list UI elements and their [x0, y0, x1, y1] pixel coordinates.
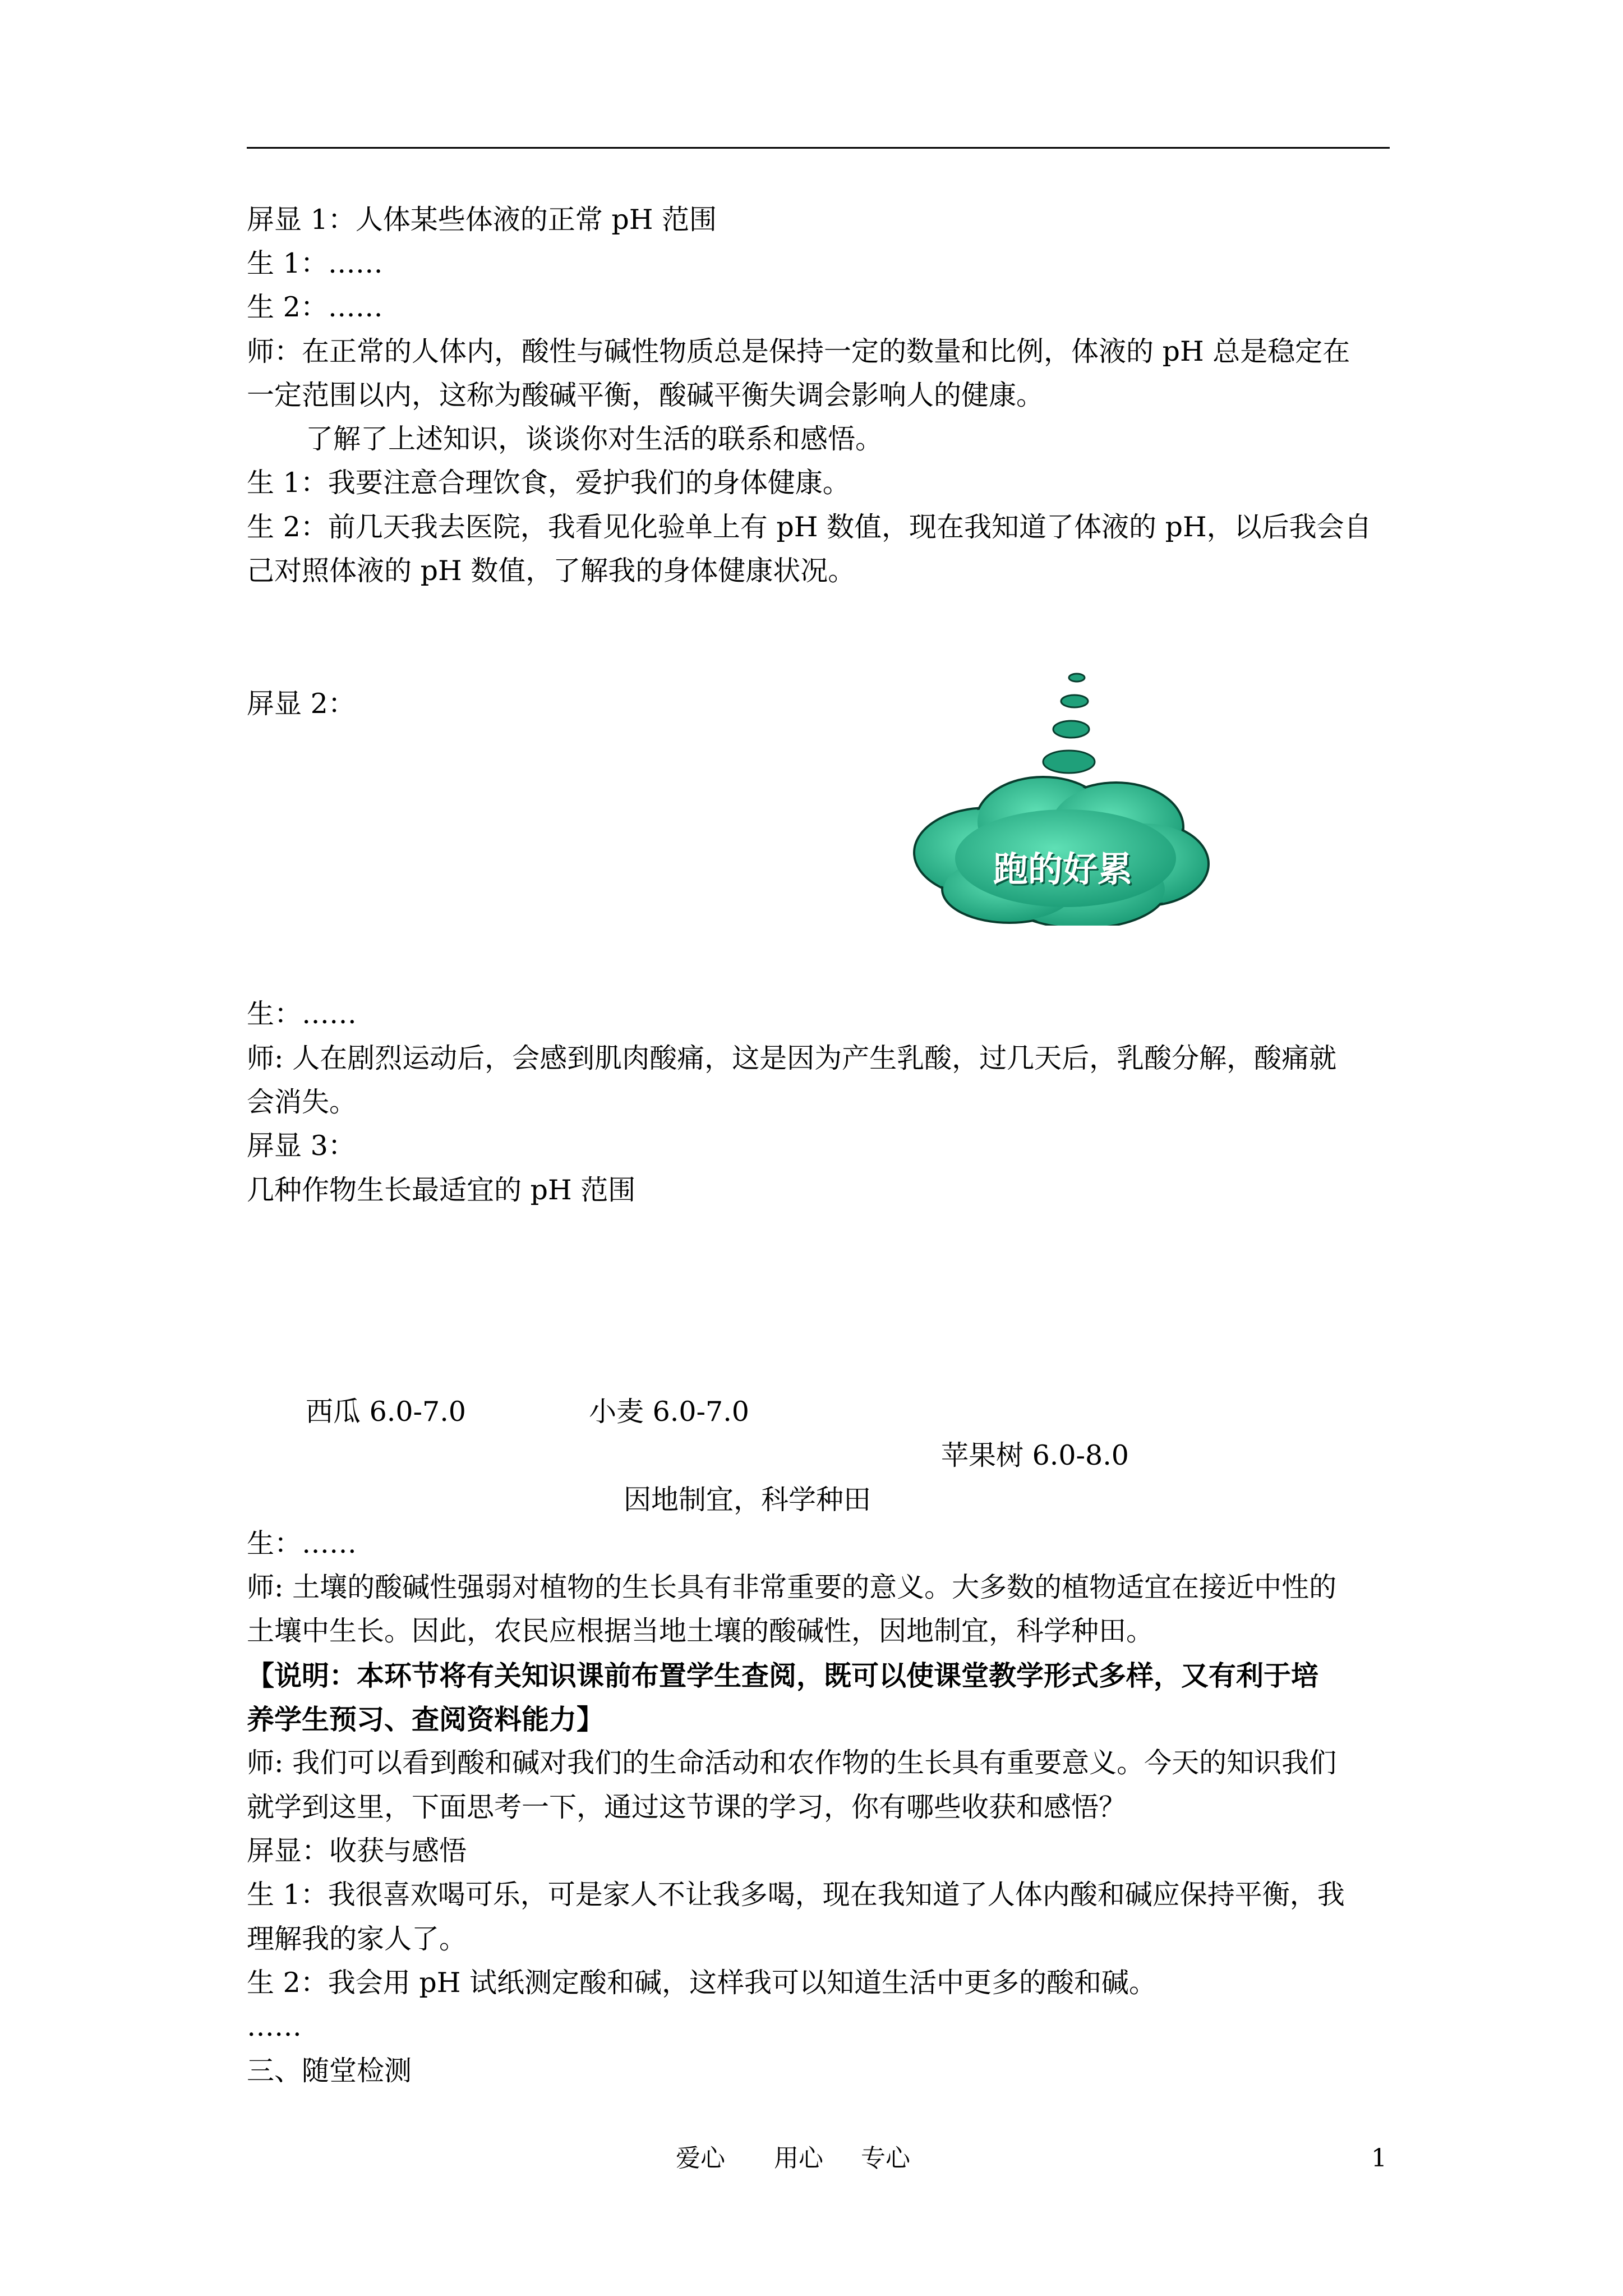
student-2-answer: 己对照体液的 pH 数值，了解我的身体健康状况。 — [247, 555, 856, 587]
prompt-line: 了解了上述知识，谈谈你对生活的联系和感悟。 — [306, 423, 883, 455]
screen-summary-heading: 屏显：收获与感悟 — [247, 1835, 467, 1867]
teacher-paragraph-line: 就学到这里，下面思考一下，通过这节课的学习，你有哪些收获和感悟？ — [247, 1791, 1127, 1823]
crop-watermelon-label: 西瓜 6.0-7.0 — [306, 1396, 466, 1428]
teacher-paragraph-line: 师: 土壤的酸碱性强弱对植物的生长具有非常重要的意义。大多数的植物适宜在接近中性的 — [247, 1571, 1337, 1603]
note-line: 养学生预习、查阅资料能力】 — [247, 1703, 605, 1736]
student-1-answer: 生 1：我很喜欢喝可乐，可是家人不让我多喝，现在我知道了人体内酸和碱应保持平衡，我 — [247, 1879, 1345, 1911]
section-heading: 三、随堂检测 — [247, 2055, 412, 2087]
slogan-line: 因地制宜，科学种田 — [624, 1484, 872, 1516]
note-line: 【说明：本环节将有关知识课前布置学生查阅，既可以使课堂教学形式多样，又有利于培 — [247, 1659, 1319, 1692]
page-number: 1 — [1371, 2144, 1387, 2173]
crop-apple-tree-label: 苹果树 6.0-8.0 — [941, 1439, 1129, 1471]
crop-wheat-label: 小麦 6.0-7.0 — [589, 1396, 749, 1428]
thought-cloud-graphic — [903, 668, 1223, 926]
student-line: 生：…… — [247, 1527, 357, 1559]
teacher-paragraph-line: 土壤中生长。因此，农民应根据当地土壤的酸碱性，因地制宜，科学种田。 — [247, 1615, 1154, 1647]
footer-motto-2: 用心 — [774, 2144, 823, 2173]
student-1-answer: 理解我的家人了。 — [247, 1923, 467, 1955]
thought-bubble-small — [1069, 674, 1085, 682]
student-line: 生：…… — [247, 998, 357, 1030]
header-rule — [247, 147, 1390, 149]
footer-motto-3: 专心 — [861, 2144, 910, 2173]
student-1-line: 生 1：…… — [247, 247, 383, 279]
teacher-paragraph-line: 师: 我们可以看到酸和碱对我们的生命活动和农作物的生长具有重要意义。今天的知识我们 — [247, 1747, 1337, 1779]
screen-2-heading: 屏显 2： — [247, 688, 356, 720]
footer-motto-1: 爱心 — [676, 2144, 725, 2173]
ellipsis-line: …… — [247, 2010, 302, 2042]
crop-ph-title: 几种作物生长最适宜的 pH 范围 — [247, 1174, 636, 1206]
student-2-answer: 生 2：我会用 pH 试纸测定酸和碱，这样我可以知道生活中更多的酸和碱。 — [247, 1967, 1157, 1999]
student-1-answer: 生 1：我要注意合理饮食，爱护我们的身体健康。 — [247, 467, 850, 499]
student-2-answer: 生 2：前几天我去医院，我看见化验单上有 pH 数值，现在我知道了体液的 pH，以后我会自 — [247, 511, 1372, 543]
thought-bubble-xlarge — [1043, 751, 1095, 773]
screen-3-heading: 屏显 3： — [247, 1130, 356, 1162]
student-2-line: 生 2：…… — [247, 291, 383, 323]
teacher-paragraph-line: 师: 人在剧烈运动后，会感到肌肉酸痛，这是因为产生乳酸，过几天后，乳酸分解，酸痛就 — [247, 1042, 1337, 1074]
thought-bubble-medium — [1061, 695, 1088, 707]
thought-bubble-large — [1053, 721, 1089, 738]
teacher-paragraph-line: 师：在正常的人体内，酸性与碱性物质总是保持一定的数量和比例，体液的 pH 总是稳定在 — [247, 335, 1350, 367]
teacher-paragraph-line: 会消失。 — [247, 1086, 357, 1118]
cloud-caption: 跑的好累 — [993, 849, 1132, 890]
screen-1-heading: 屏显 1：人体某些体液的正常 pH 范围 — [247, 204, 717, 236]
teacher-paragraph-line: 一定范围以内，这称为酸碱平衡，酸碱平衡失调会影响人的健康。 — [247, 379, 1044, 411]
